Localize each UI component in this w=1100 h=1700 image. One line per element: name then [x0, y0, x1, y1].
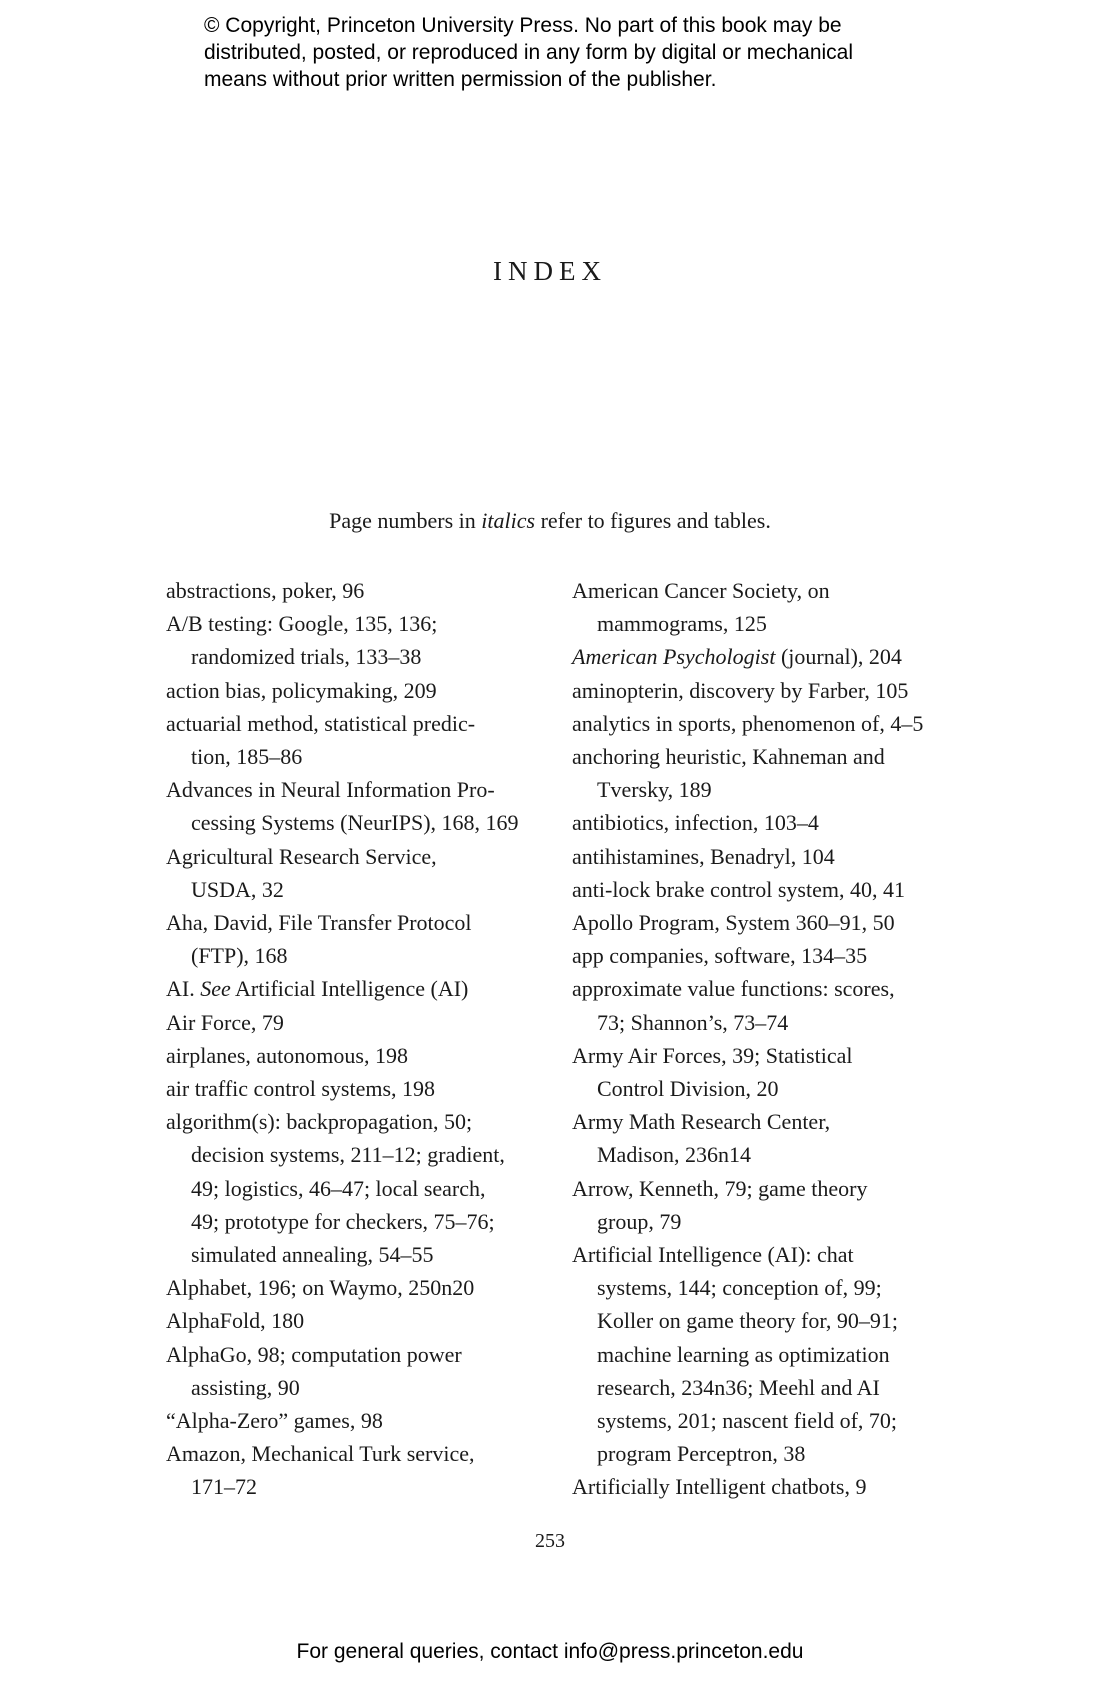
index-entry: [572, 740, 942, 806]
index-entry-line: abstractions, poker, 96: [166, 578, 365, 603]
index-entry-line: A/B testing: Google, 135, 136;: [166, 611, 438, 637]
index-entry-continuation: systems, 201; nascent field of, 70;: [597, 1408, 898, 1434]
index-entry: [572, 972, 942, 1038]
index-entry-continuation: Control Division, 20: [597, 1076, 779, 1102]
index-column-right: [572, 574, 942, 1504]
index-entry: [572, 1039, 942, 1105]
index-entry-line: Agricultural Research Service,: [166, 843, 437, 869]
copyright-line: means without prior written permission of the publisher.: [204, 68, 717, 91]
index-entry-line: approximate value functions: scores,: [572, 976, 895, 1002]
index-entry-line: Alphabet, 196; on Waymo, 250n20: [166, 1275, 475, 1301]
index-entry-continuation: 49; logistics, 46–47; local search,: [191, 1175, 486, 1201]
index-entry: [166, 773, 536, 839]
index-entry-line: anchoring heuristic, Kahneman and: [572, 744, 885, 770]
index-entry-continuation: decision systems, 211–12; gradient,: [191, 1142, 505, 1168]
index-note: [0, 508, 1100, 534]
index-entry-continuation: systems, 144; conception of, 99;: [597, 1275, 882, 1301]
index-entry-line: app companies, software, 134–35: [572, 943, 868, 969]
index-entry-line: antihistamines, Benadryl, 104: [572, 843, 835, 869]
index-entry: [572, 939, 942, 972]
index-entry-continuation: 49; prototype for checkers, 75–76;: [191, 1208, 495, 1234]
index-entry-continuation: (FTP), 168: [191, 943, 288, 969]
index-entry-continuation: mammograms, 125: [597, 611, 767, 637]
index-entry-line: antibiotics, infection, 103–4: [572, 810, 819, 836]
index-entry-line: Air Force, 79: [166, 1009, 284, 1035]
index-entry-continuation: cessing Systems (NeurIPS), 168, 169: [191, 810, 519, 836]
index-entry-continuation: assisting, 90: [191, 1374, 300, 1400]
index-entry-line: anti-lock brake control system, 40, 41: [572, 876, 905, 902]
index-entry-line: Apollo Program, System 360–91, 50: [572, 910, 895, 936]
index-entry-continuation: 73; Shannon’s, 73–74: [597, 1009, 789, 1035]
index-entry: [166, 674, 536, 707]
index-entry-continuation: randomized trials, 133–38: [191, 644, 422, 670]
index-entry-line: American Cancer Society, on: [572, 578, 830, 603]
index-entry-continuation: USDA, 32: [191, 876, 284, 902]
index-entry: [166, 574, 536, 607]
index-entry-line: algorithm(s): backpropagation, 50;: [166, 1109, 473, 1135]
index-entry: [166, 1039, 536, 1072]
index-entry-line: analytics in sports, phenomenon of, 4–5: [572, 710, 924, 736]
index-entry-continuation: program Perceptron, 38: [597, 1441, 806, 1467]
index-entry-line: AI. See Artificial Intelligence (AI): [166, 976, 469, 1002]
index-column-left: [166, 574, 536, 1504]
index-entry: [166, 607, 536, 673]
index-entry: [572, 1172, 942, 1238]
index-entry-line: Arrow, Kenneth, 79; game theory: [572, 1175, 868, 1201]
index-entry: [572, 1238, 942, 1470]
copyright-line: © Copyright, Princeton University Press. No part of this book may be: [204, 14, 842, 37]
index-entry-continuation: tion, 185–86: [191, 744, 303, 770]
index-entry-line: airplanes, autonomous, 198: [166, 1042, 408, 1068]
index-entry: [166, 1404, 536, 1437]
index-entry-line: Army Math Research Center,: [572, 1109, 831, 1135]
index-entry-line: air traffic control systems, 198: [166, 1076, 436, 1102]
index-entry-continuation: machine learning as optimization: [597, 1341, 890, 1367]
index-entry: [166, 1006, 536, 1039]
index-entry: [572, 1105, 942, 1171]
index-entry-continuation: 171–72: [191, 1474, 257, 1500]
index-entry: [572, 906, 942, 939]
footer-contact: For general queries, contact info@press.princeton.edu: [296, 1640, 804, 1663]
page-number: 253: [535, 1530, 565, 1552]
index-entry-line: Artificial Intelligence (AI): chat: [572, 1242, 854, 1268]
index-entry-line: American Psychologist (journal), 204: [572, 644, 902, 670]
index-entry: [166, 1105, 536, 1271]
index-entry-line: actuarial method, statistical predic-: [166, 710, 476, 736]
index-entry: [166, 906, 536, 972]
copyright-line: distributed, posted, or reproduced in any form by digital or mechanical: [204, 41, 854, 64]
index-entry-line: AlphaGo, 98; computation power: [166, 1341, 462, 1367]
index-entry-continuation: Madison, 236n14: [597, 1142, 751, 1168]
note-italic-word: italics: [481, 508, 536, 533]
index-entry-continuation: Tversky, 189: [597, 777, 712, 803]
index-entry: [572, 806, 942, 839]
index-entry: [572, 1470, 942, 1503]
index-entry: [166, 1338, 536, 1404]
note-text: Page numbers in: [329, 508, 482, 533]
index-entry-continuation: simulated annealing, 54–55: [191, 1242, 434, 1268]
index-entry-line: action bias, policymaking, 209: [166, 677, 437, 703]
page-title: INDEX: [493, 256, 607, 286]
index-entry-line: Army Air Forces, 39; Statistical: [572, 1042, 853, 1068]
index-entry: [166, 1304, 536, 1337]
index-entry: [572, 840, 942, 873]
index-entry: [572, 674, 942, 707]
index-entry-continuation: group, 79: [597, 1208, 682, 1234]
index-entry-line: Amazon, Mechanical Turk service,: [166, 1441, 475, 1467]
index-entry-line: “Alpha-Zero” games, 98: [166, 1408, 383, 1434]
index-entry-continuation: Koller on game theory for, 90–91;: [597, 1308, 898, 1334]
index-entry: [166, 1437, 536, 1503]
index-entry-continuation: research, 234n36; Meehl and AI: [597, 1374, 880, 1400]
index-entry: [166, 972, 536, 1005]
index-entry: [166, 1271, 536, 1304]
index-entry: [166, 1072, 536, 1105]
index-entry: [572, 574, 942, 640]
note-text: refer to figures and tables.: [535, 508, 771, 533]
index-entry-line: AlphaFold, 180: [166, 1308, 305, 1334]
index-entry: [572, 707, 942, 740]
index-entry: [572, 873, 942, 906]
index-entry: [572, 640, 942, 673]
index-entry-line: aminopterin, discovery by Farber, 105: [572, 677, 909, 703]
index-entry: [166, 840, 536, 906]
index-entry-line: Aha, David, File Transfer Protocol: [166, 910, 472, 936]
index-entry-line: Artificially Intelligent chatbots, 9: [572, 1474, 867, 1500]
index-entry: [166, 707, 536, 773]
index-entry-line: Advances in Neural Information Pro-: [166, 777, 495, 803]
copyright-notice: [204, 12, 924, 93]
